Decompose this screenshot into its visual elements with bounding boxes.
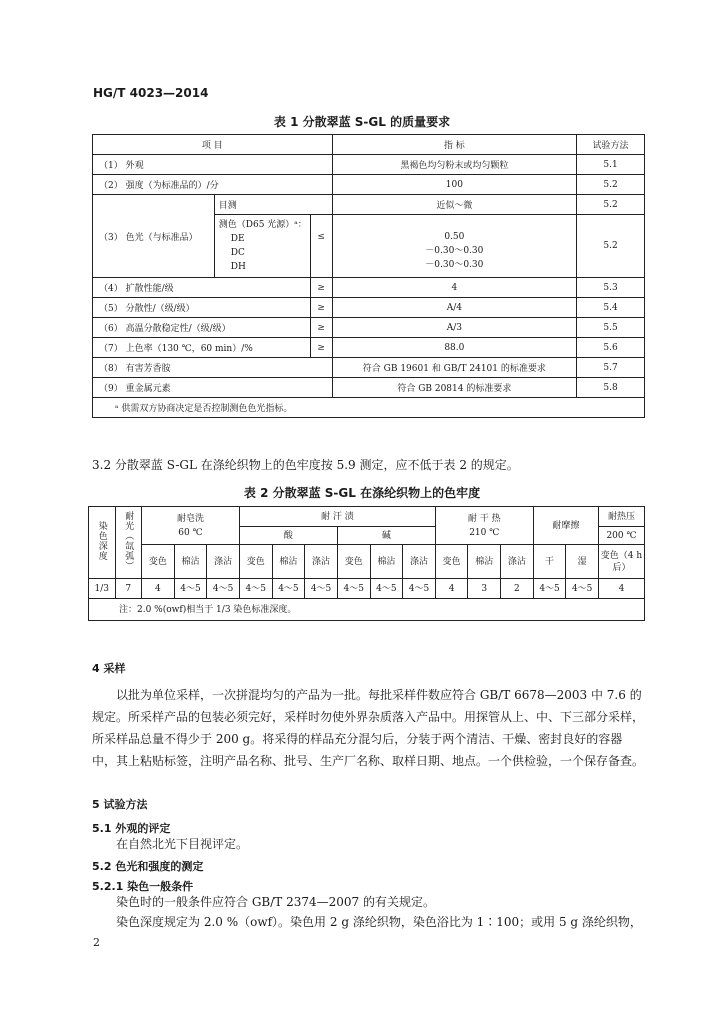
section-5-2-title: 5.2 色光和强度的测定 bbox=[92, 860, 204, 873]
subheader-cotton: 棉沾 bbox=[370, 545, 403, 579]
acid-header: 酸 bbox=[239, 527, 337, 545]
table-row bbox=[93, 278, 645, 298]
data-cell: 4～5 bbox=[370, 579, 403, 599]
method-cell: 5.7 bbox=[577, 358, 645, 378]
subheader-poly: 涤沾 bbox=[207, 545, 240, 579]
data-cell: 2 bbox=[501, 579, 534, 599]
table-row bbox=[93, 358, 645, 378]
symbol-cell: ≥ bbox=[310, 318, 332, 338]
table-row bbox=[93, 338, 645, 358]
data-cell: 4～5 bbox=[533, 579, 566, 599]
method-cell: 5.2 bbox=[577, 195, 645, 215]
subheader-change-4h: 变色（4 h 后） bbox=[599, 545, 645, 579]
de-value: 0.50 bbox=[444, 232, 465, 242]
table1-caption: 表 1 分散翠蓝 S-GL 的质量要求 bbox=[273, 115, 451, 129]
subheader-cotton: 棉沾 bbox=[174, 545, 207, 579]
wash-temp: 60 ℃ bbox=[178, 527, 203, 538]
table-row bbox=[93, 298, 645, 318]
value-cell: 100 bbox=[332, 175, 577, 195]
subheader-change: 变色 bbox=[435, 545, 468, 579]
value-cell: 近似～微 bbox=[332, 195, 577, 215]
section-5-1-body: 在自然北光下目视评定。 bbox=[116, 837, 249, 851]
method-cell: 5.5 bbox=[577, 318, 645, 338]
table-row bbox=[93, 398, 645, 418]
data-cell: 4～5 bbox=[207, 579, 240, 599]
symbol-cell: ≥ bbox=[310, 298, 332, 318]
data-cell: 4 bbox=[435, 579, 468, 599]
item-cell: （2） 强度（为标准品的）/分 bbox=[93, 175, 333, 195]
section-4-title: 4 采样 bbox=[92, 662, 126, 675]
standard-header: HG/T 4023—2014 bbox=[93, 86, 209, 100]
data-cell: 7 bbox=[115, 579, 142, 599]
dh-label: DH bbox=[230, 262, 246, 272]
data-cell: 4～5 bbox=[305, 579, 338, 599]
section-5-title: 5 试验方法 bbox=[92, 798, 148, 811]
data-cell: 4～5 bbox=[337, 579, 370, 599]
subheader-change: 变色 bbox=[239, 545, 272, 579]
subheader-dry: 干 bbox=[533, 545, 566, 579]
data-cell: 4 bbox=[142, 579, 175, 599]
item-cell: （6） 高温分散稳定性/（级/级） bbox=[93, 318, 311, 338]
color-fastness-table bbox=[88, 506, 645, 621]
wash-title: 耐皂洗 bbox=[176, 513, 204, 524]
method-cell: 5.8 bbox=[577, 378, 645, 398]
table-row bbox=[89, 579, 645, 599]
method-cell: 5.2 bbox=[577, 175, 645, 195]
subheader-poly: 涤沾 bbox=[501, 545, 534, 579]
wash-header bbox=[142, 507, 240, 545]
sub-item-cell: 目测 bbox=[214, 195, 332, 215]
section-5-2-1-title: 5.2.1 染色一般条件 bbox=[92, 880, 194, 893]
value-cell: 黑褐色均匀粉末或均匀颗粒 bbox=[332, 155, 577, 175]
dry-heat-temp: 210 ℃ bbox=[469, 527, 500, 538]
subheader-cotton: 棉沾 bbox=[272, 545, 305, 579]
data-cell: 4～5 bbox=[174, 579, 207, 599]
column-header-method: 试验方法 bbox=[577, 135, 645, 155]
item-cell: （1） 外观 bbox=[93, 155, 333, 175]
depth-header bbox=[89, 507, 116, 579]
subheader-cotton: 棉沾 bbox=[468, 545, 501, 579]
section-5-1-title: 5.1 外观的评定 bbox=[92, 822, 171, 835]
subheader-poly: 涤沾 bbox=[305, 545, 338, 579]
data-cell: 1/3 bbox=[89, 579, 116, 599]
table-row bbox=[93, 378, 645, 398]
data-cell: 3 bbox=[468, 579, 501, 599]
dh-value: －0.30～0.30 bbox=[425, 260, 484, 270]
rub-header: 耐摩擦 bbox=[533, 507, 598, 545]
item-cell: （5） 分散性/（级/级） bbox=[93, 298, 311, 318]
data-cell: 4 bbox=[599, 579, 645, 599]
method-cell: 5.4 bbox=[577, 298, 645, 318]
item-cell: （7） 上色率（130 ℃，60 min）/% bbox=[93, 338, 311, 358]
symbol-cell: ≥ bbox=[310, 338, 332, 358]
table-row bbox=[93, 155, 645, 175]
item-cell: （9） 重金属元素 bbox=[93, 378, 333, 398]
dc-value: －0.30～0.30 bbox=[425, 246, 484, 256]
value-cell: 符合 GB 19601 和 GB/T 24101 的标准要求 bbox=[332, 358, 577, 378]
dry-heat-header bbox=[435, 507, 533, 545]
color-measure-label: 测色（D65 光源）ᵃ： bbox=[218, 220, 307, 230]
subheader-change: 变色 bbox=[142, 545, 175, 579]
table-row bbox=[93, 318, 645, 338]
table2-note: 注：2.0 %(owf)相当于 1/3 染色标准深度。 bbox=[89, 599, 645, 621]
depth-header-text: 染色深度 bbox=[96, 520, 107, 561]
light-header bbox=[115, 507, 142, 579]
value-cell: 4 bbox=[332, 278, 577, 298]
table1-footnote: ᵃ 供需双方协商决定是否控制测色色光指标。 bbox=[93, 398, 645, 418]
dry-heat-title: 耐 干 热 bbox=[467, 513, 501, 524]
data-cell: 4～5 bbox=[272, 579, 305, 599]
dc-label: DC bbox=[230, 248, 245, 258]
method-cell: 5.6 bbox=[577, 338, 645, 358]
sub-item-cell bbox=[214, 215, 310, 278]
symbol-cell: ≤ bbox=[310, 215, 332, 278]
table-row bbox=[89, 599, 645, 621]
clause-3-2: 3.2 分散翠蓝 S-GL 在涤纶织物上的色牢度按 5.9 测定，应不低于表 2 的规定。 bbox=[92, 458, 519, 472]
table2-caption: 表 2 分散翠蓝 S-GL 在涤纶织物上的色牢度 bbox=[243, 486, 481, 500]
quality-requirements-table bbox=[92, 134, 645, 418]
de-label: DE bbox=[230, 234, 245, 244]
subheader-poly: 涤沾 bbox=[403, 545, 436, 579]
item-cell: （8） 有害芳香胺 bbox=[93, 358, 333, 378]
data-cell: 4～5 bbox=[566, 579, 599, 599]
column-header-item: 项 目 bbox=[93, 135, 333, 155]
value-cell: A/3 bbox=[332, 318, 577, 338]
page-number: 2 bbox=[93, 936, 100, 949]
table-row bbox=[89, 507, 645, 527]
light-header-text: 耐光（氙弧） bbox=[123, 510, 134, 571]
value-cell: 符合 GB 20814 的标准要求 bbox=[332, 378, 577, 398]
table-row bbox=[93, 195, 645, 215]
data-cell: 4～5 bbox=[403, 579, 436, 599]
hot-press-temp: 200 ℃ bbox=[599, 527, 645, 545]
section-4-body: 以批为单位采样，一次拼混均匀的产品为一批。每批采样件数应符合 GB/T 6678—2003 中 7.6 的规定。所采样产品的包装必须完好，采样时勿使外界杂质落入产品中。用探管从上、中、下三部分采样，所采样品总量不得少于 200 g。将采得的样品充分混匀后，分装于两个清洁、干燥、密封良好的容器中，其上粘贴标签，注明产品名称、批号、生产厂名称、取样日期、地点。一个供检验，一个保存备查。 bbox=[92, 688, 645, 768]
alkali-header: 碱 bbox=[337, 527, 435, 545]
table-row bbox=[89, 545, 645, 579]
subheader-wet: 湿 bbox=[566, 545, 599, 579]
section-5-2-1-line2: 染色深度规定为 2.0 %（owf）。染色用 2 g 涤纶织物，染色浴比为 1∶100；或用 5 g 涤纶织物， bbox=[116, 915, 642, 929]
sweat-header: 耐 汗 渍 bbox=[239, 507, 435, 527]
method-cell: 5.2 bbox=[577, 215, 645, 278]
hot-press-header: 耐热压 bbox=[599, 507, 645, 527]
table-row bbox=[93, 175, 645, 195]
subheader-change: 变色 bbox=[337, 545, 370, 579]
column-header-index: 指 标 bbox=[332, 135, 577, 155]
value-cell: 88.0 bbox=[332, 338, 577, 358]
value-cell: A/4 bbox=[332, 298, 577, 318]
symbol-cell: ≥ bbox=[310, 278, 332, 298]
value-cell bbox=[332, 215, 577, 278]
item-cell: （3） 色光（与标准品） bbox=[93, 195, 215, 278]
item-cell: （4） 扩散性能/级 bbox=[93, 278, 311, 298]
data-cell: 4～5 bbox=[239, 579, 272, 599]
method-cell: 5.3 bbox=[577, 278, 645, 298]
table-row bbox=[93, 135, 645, 155]
section-5-2-1-line1: 染色时的一般条件应符合 GB/T 2374—2007 的有关规定。 bbox=[116, 895, 435, 909]
method-cell: 5.1 bbox=[577, 155, 645, 175]
